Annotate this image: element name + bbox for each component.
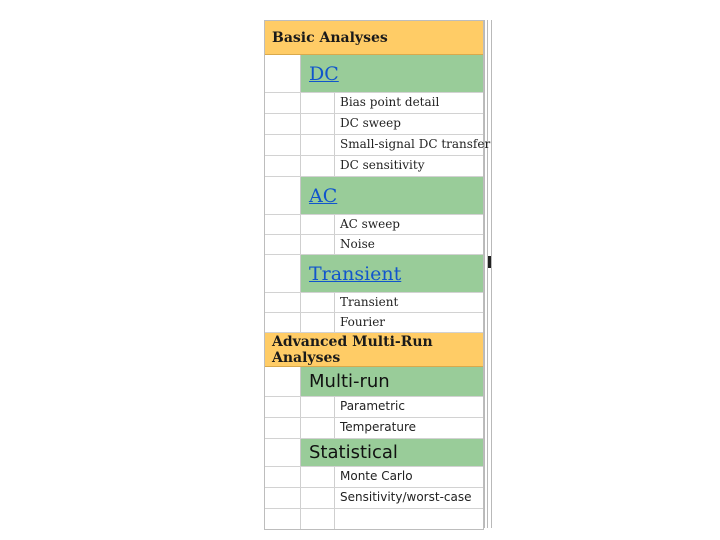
category-cell [300,367,483,396]
section-header-label: Advanced Multi-Run Analyses [272,333,433,366]
category-row-statistical [265,439,483,467]
category-cell [300,55,483,92]
item-sensitivity-worst-case[interactable]: Sensitivity/worst-case [340,490,472,504]
item-small-signal-dc-transfer[interactable]: Small-signal DC transfer [340,137,491,151]
item-bias-point-detail[interactable]: Bias point detail [340,95,440,109]
category-label-multi-run: Multi-run [309,371,390,392]
category-row-dc [265,55,483,93]
table-row-empty [265,509,483,529]
table-row [265,93,483,114]
table-row [265,467,483,488]
item-temperature[interactable]: Temperature [340,420,417,434]
category-row-transient [265,255,483,293]
table-row [265,418,483,439]
category-row-multi-run [265,367,483,397]
item-parametric[interactable]: Parametric [340,399,405,413]
section-header-advanced-multi-run [265,333,483,367]
section-header-basic-analyses [265,21,483,55]
category-cell [300,177,483,214]
item-dc-sweep[interactable]: DC sweep [340,116,401,130]
table-row [265,114,483,135]
table-row [265,293,483,313]
table-row [265,235,483,255]
table-row [265,215,483,235]
item-dc-sensitivity[interactable]: DC sensitivity [340,158,425,172]
table-row [265,313,483,333]
table-row [265,488,483,509]
table-row [265,156,483,177]
table-row [265,135,491,156]
category-cell [300,255,483,292]
column-divider [487,20,488,528]
category-label-statistical: Statistical [309,442,398,463]
column-divider [484,20,485,528]
category-link-ac[interactable]: AC [309,184,338,207]
section-header-label: Basic Analyses [272,29,388,46]
category-cell [300,439,483,466]
item-ac-sweep[interactable]: AC sweep [340,217,400,231]
edge-marker [488,256,491,268]
item-noise[interactable]: Noise [340,237,375,251]
category-link-transient[interactable]: Transient [309,262,402,285]
item-transient[interactable]: Transient [340,295,399,309]
category-link-dc[interactable]: DC [309,62,339,85]
category-row-ac [265,177,483,215]
column-divider [491,20,492,528]
table-row [265,397,483,418]
item-monte-carlo[interactable]: Monte Carlo [340,469,413,483]
analysis-types-table [264,20,491,530]
item-fourier[interactable]: Fourier [340,315,386,329]
